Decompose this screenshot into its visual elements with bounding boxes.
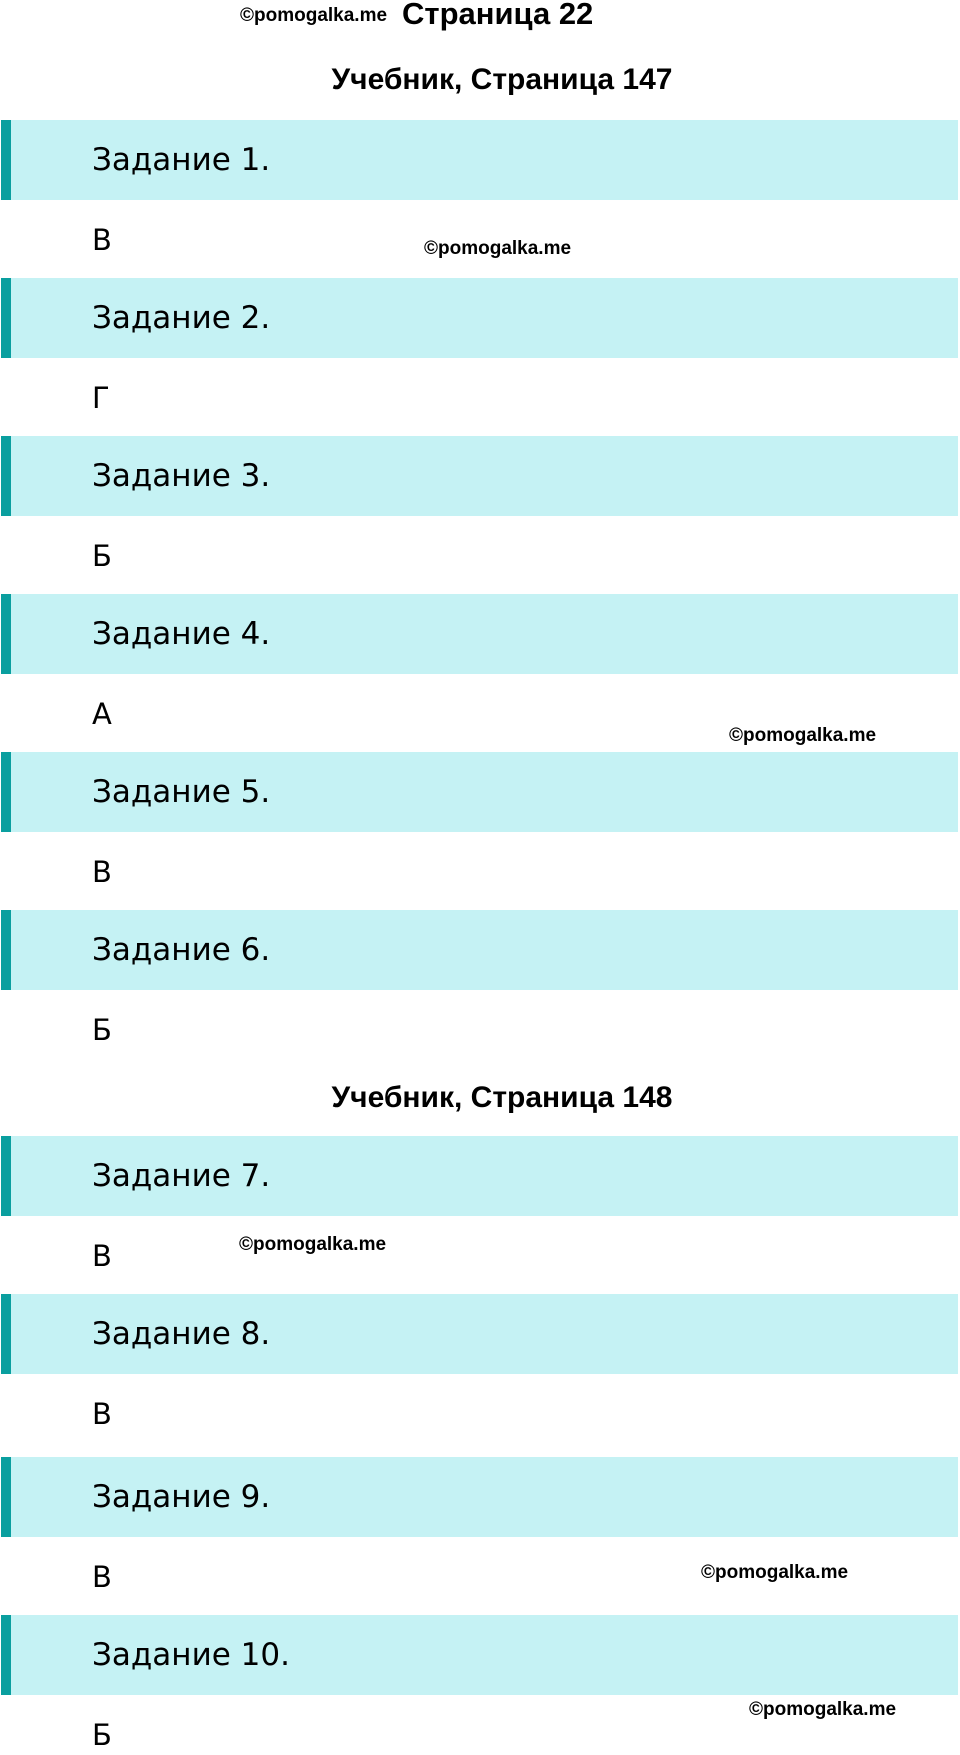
task-label: Задание 9.	[92, 1479, 271, 1515]
task-label: Задание 2.	[92, 300, 271, 336]
task-answer: В	[92, 1397, 112, 1431]
section-heading: Учебник, Страница 147	[331, 63, 673, 96]
task-answer: Б	[92, 539, 112, 573]
task-header	[1, 1615, 958, 1695]
task-label: Задание 5.	[92, 774, 271, 810]
watermark: ©pomogalka.me	[749, 1699, 897, 1720]
task-label: Задание 10.	[92, 1637, 290, 1673]
task-answer: В	[92, 1239, 112, 1273]
watermark: ©pomogalka.me	[729, 725, 877, 746]
task-header	[1, 436, 958, 516]
task-answer: Б	[92, 1718, 112, 1752]
task-answer: Г	[92, 381, 110, 415]
task-header	[1, 120, 958, 200]
task-header	[1, 1294, 958, 1374]
task-label: Задание 6.	[92, 932, 271, 968]
task-label: Задание 7.	[92, 1158, 271, 1194]
task-label: Задание 1.	[92, 142, 271, 178]
task-header	[1, 594, 958, 674]
section-heading: Учебник, Страница 148	[331, 1081, 673, 1114]
task-header	[1, 278, 958, 358]
watermark: ©pomogalka.me	[701, 1562, 849, 1583]
task-label: Задание 3.	[92, 458, 271, 494]
task-header	[1, 910, 958, 990]
page-header	[0, 0, 960, 34]
task-label: Задание 4.	[92, 616, 271, 652]
task-header	[1, 1136, 958, 1216]
watermark: ©pomogalka.me	[424, 238, 572, 259]
page-title: Страница 22	[402, 0, 594, 31]
task-answer: В	[92, 855, 112, 889]
task-answer: В	[92, 223, 112, 257]
task-answer: В	[92, 1560, 112, 1594]
task-header	[1, 1457, 958, 1537]
task-answer: А	[92, 697, 112, 731]
task-answer: Б	[92, 1013, 112, 1047]
task-label: Задание 8.	[92, 1316, 271, 1352]
watermark: ©pomogalka.me	[240, 5, 388, 26]
watermark: ©pomogalka.me	[239, 1234, 387, 1255]
task-header	[1, 752, 958, 832]
